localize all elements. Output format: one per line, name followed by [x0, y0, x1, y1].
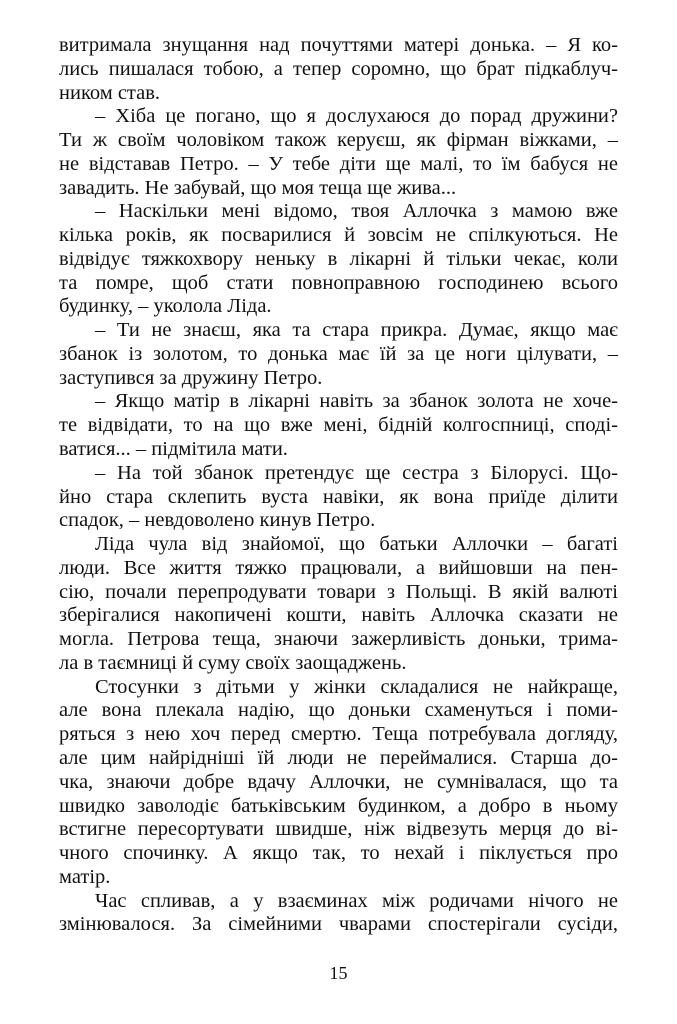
- text-line: відвідує тяжкохвору неньку в лікарні й тільки чекає, коли: [59, 247, 618, 270]
- text-line: ником став.: [59, 81, 161, 104]
- text-line: Ти ж своїм чоловіком також керуєш, як фірман віжками, –: [59, 129, 618, 152]
- text-line: Час спливав, а у взаєминах між родичами нічого не: [95, 889, 618, 912]
- text-line: збанок із золотом, то донька має їй за це ноги цілувати, –: [59, 342, 618, 365]
- page-number: 15: [329, 963, 348, 983]
- text-line: могла. Петрова теща, знаючи зажерливість доньки, трима-: [59, 628, 618, 651]
- text-line: швидко заволодіє батьківським будинком, а добро в ньому: [59, 794, 618, 817]
- text-line: лись пишалася тобою, а тепер соромно, що брат підкаблуч-: [59, 57, 618, 80]
- text-line: витримала знущання над почуттями матері донька. – Я ко-: [59, 34, 618, 56]
- text-line: Стосунки з дітьми у жінки складалися не найкраще,: [95, 675, 618, 698]
- text-line: спадок, – невдоволено кинув Петро.: [59, 509, 376, 532]
- text-line: – Хіба це погано, що я дослухаюся до порад дружини?: [95, 105, 618, 128]
- text-line: заступився за дружину Петро.: [59, 366, 323, 389]
- text-line: – На той збанок претендує ще сестра з Білорусі. Що-: [95, 461, 618, 484]
- text-line: не відставав Петро. – У тебе діти ще малі, то їм бабуся не: [59, 152, 618, 175]
- text-line: чного спочинку. А якщо так, то нехай і піклується про: [59, 842, 618, 865]
- text-line: ла в таємниці й суму своїх заощаджень.: [59, 651, 407, 674]
- text-line: матір.: [59, 865, 111, 888]
- text-line: чка, знаючи добре вдачу Аллочки, не сумнівалася, що та: [59, 770, 618, 793]
- text-line: завадить. Не забувай, що моя теща ще жива...: [59, 176, 457, 199]
- text-line: люди. Все життя тяжко працювали, а вийшовши на пен-: [59, 556, 618, 579]
- text-line: кілька років, як посварилися й зовсім не спілкуються. Не: [59, 224, 618, 247]
- text-line: але вона плекала надію, що доньки схаменуться і поми-: [59, 699, 618, 722]
- text-line: – Ти не знаєш, яка та стара прикра. Думає, якщо має: [95, 319, 618, 342]
- text-line: будинку, – уколола Ліда.: [59, 295, 272, 318]
- text-line: зберігалися накопичені кошти, навіть Аллочка сказати не: [59, 604, 618, 627]
- text-line: йно стара склепить вуста навіки, як вона приїде ділити: [59, 485, 618, 508]
- text-line: Ліда чула від знайомої, що батьки Аллочки – багаті: [95, 533, 618, 556]
- text-line: ватися... – підмітила мати.: [59, 438, 288, 461]
- text-line: – Якщо матір в лікарні навіть за збанок золота не хоче-: [95, 390, 618, 413]
- text-line: – Наскільки мені відомо, твоя Аллочка з мамою вже: [95, 200, 618, 223]
- body-text: [59, 34, 618, 937]
- text-line: сію, почали перепродувати товари з Польщі. В якій валюті: [59, 580, 618, 603]
- text-line: та помре, щоб стати повноправною господинею всього: [59, 271, 618, 294]
- text-line: встигне пересортувати швидше, ніж відвезуть мерця до ві-: [59, 818, 618, 841]
- text-line: змінювалося. За сімейними чварами спостерігали сусіди,: [59, 913, 618, 936]
- text-line: але цим найріднішi їй люди не переймалися. Старша до-: [59, 746, 618, 769]
- text-line: ряться з нею хоч перед смертю. Теща потребувала догляду,: [59, 723, 618, 746]
- text-line: те відвідати, то на що вже мені, бідній колгоспниці, споді-: [59, 414, 618, 437]
